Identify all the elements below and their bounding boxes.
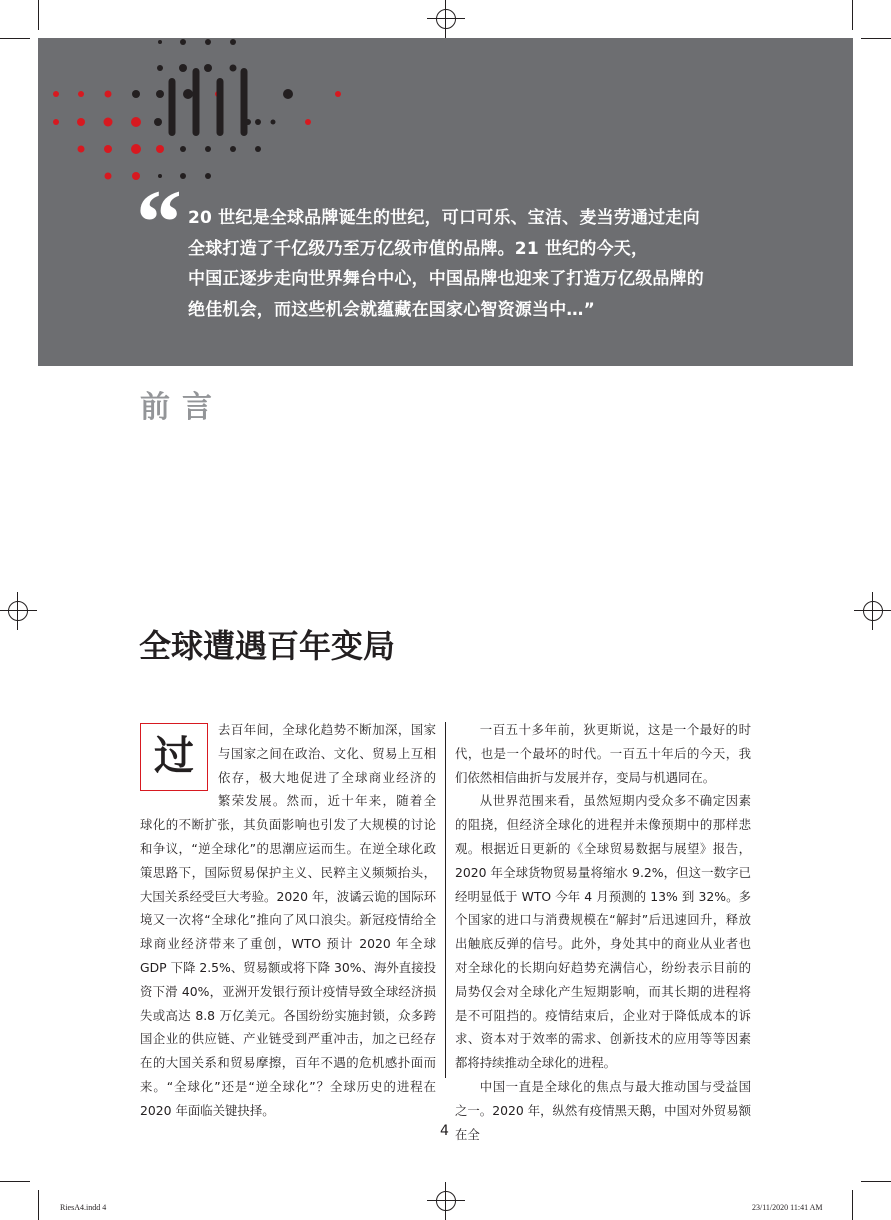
print-slug-file: RiesA4.indd 4 — [60, 1203, 107, 1212]
pattern-dot — [230, 39, 236, 45]
left-column — [140, 718, 436, 1123]
registration-mark-top — [436, 9, 456, 29]
pattern-dot — [183, 89, 193, 99]
pattern-dot — [305, 119, 311, 125]
quote-line: 中国正逐步走向世界舞台中心，中国品牌也迎来了打造万亿级品牌的 — [188, 269, 704, 289]
pattern-bar — [241, 68, 248, 136]
pattern-dot — [230, 65, 237, 72]
open-quote-mark: “ — [136, 171, 182, 273]
pattern-dot — [131, 117, 141, 127]
pattern-dot — [283, 89, 293, 99]
pattern-bar — [217, 78, 224, 136]
quote-line: 20 世纪是全球品牌诞生的世纪，可口可乐、宝洁、麦当劳通过走向 — [188, 208, 700, 228]
section-title: 全球遭遇百年变局 — [139, 627, 396, 665]
preface-heading: 前言 — [140, 390, 224, 425]
crop-mark — [852, 0, 853, 30]
text-line: 繁荣发展。然而，近十年来，随着全 — [218, 793, 436, 809]
pattern-dot — [105, 173, 112, 180]
pattern-dot — [255, 119, 261, 125]
pattern-dot — [157, 65, 163, 71]
body-paragraph: 中国一直是全球化的焦点与最大推动国与受益国之一。2020 年，纵然有疫情黑天鹅，中国对外贸易额在全 — [455, 1078, 751, 1142]
body-paragraph: 球化的不断扩张，其负面影响也引发了大规模的讨论和争议，“逆全球化”的思潮应运而生。在逆全球化政策思路下，国际贸易保护主义、民粹主义频频抬头，大国关系经受巨大考验。2020 年，波谲云诡的国际环境又一次将“全球化”推向了风口浪尖。新冠疫情给全球商业经济带来了重创，WTO 预计 2020 年全球 GDP 下降 2.5%、贸易额或将下降 30%、海外直接投资下滑 40%，亚洲开发银行预计疫情导致全球经济损失或高达 8.8 万亿美元。各国纷纷实施封锁，众多跨国企业的供应链、产业链受到严重冲击，加之已经存在的大国关系和贸易摩擦，百年不遇的危机感扑面而来。“全球化”还是“逆全球化”？全球历史的进程在 2020 年面临关键抉择。 — [140, 817, 436, 1118]
pattern-dot — [205, 146, 211, 152]
pattern-dot — [104, 145, 112, 153]
pattern-dot — [156, 145, 164, 153]
body-paragraph: 从世界范围来看，虽然短期内受众多不确定因素的阻挠，但经济全球化的进程并未像预期中的那样悲观。根据近日更新的《全球贸易数据与展望》报告，2020 年全球货物贸易量将缩水 9.2%，但这一数字已经明显低于 WTO 今年 4 月预测的 13% 到 32%。多个国家的进口与消费规模在“解封”后迅速回升，释放出触底反弹的信号。此外，身处其中的商业从业者也对全球化的长期向好趋势充满信心，纷纷表示目前的局势仅会对全球化产生短期影响，而其长期的进程将是不可阻挡的。疫情结束后，企业对于降低成本的诉求、资本对于效率的需求、创新技术的应用等等因素都将持续推动全球化的进程。 — [455, 793, 751, 1071]
pattern-dot — [205, 39, 211, 45]
pattern-dot — [204, 64, 212, 72]
body-paragraph: 一百五十多年前，狄更斯说，这是一个最好的时代，也是一个最坏的时代。一百五十年后的今天，我们依然相信曲折与发展并存，变局与机遇同在。 — [455, 722, 751, 785]
column-divider — [445, 722, 446, 1078]
crop-mark — [852, 1190, 853, 1220]
registration-mark-left — [8, 601, 28, 621]
pattern-dot — [230, 146, 236, 152]
pattern-dot — [205, 173, 211, 179]
pattern-dot — [78, 91, 84, 97]
crop-mark — [0, 38, 30, 39]
crop-mark — [861, 1181, 891, 1182]
pattern-dot — [104, 118, 113, 127]
pattern-dot — [105, 91, 112, 98]
pattern-dot — [77, 118, 85, 126]
pattern-dot — [255, 146, 261, 152]
pattern-dot — [158, 40, 162, 44]
print-slug-timestamp: 23/11/2020 11:41 AM — [752, 1203, 823, 1212]
pattern-dot — [53, 119, 59, 125]
crop-mark — [0, 1181, 30, 1182]
crop-mark — [38, 1190, 39, 1220]
pattern-dot — [53, 91, 59, 97]
registration-mark-right — [863, 601, 883, 621]
pattern-dot — [335, 91, 341, 97]
crop-mark — [861, 38, 891, 39]
text-line: 与国家之间在政治、文化、贸易上互相 — [218, 745, 436, 761]
pattern-bar — [193, 68, 200, 136]
pattern-dot — [271, 120, 276, 125]
pattern-dot — [180, 146, 186, 152]
crop-mark — [38, 0, 39, 30]
pattern-dot — [179, 64, 187, 72]
pattern-dot — [78, 146, 85, 153]
pattern-dot — [154, 118, 162, 126]
registration-mark-bottom — [436, 1191, 456, 1211]
text-line: 去百年间，全球化趋势不断加深，国家 — [218, 722, 436, 737]
text-line: 依存，极大地促进了全球商业经济的 — [218, 769, 436, 785]
pattern-dot — [180, 39, 186, 45]
quote-line: 绝佳机会，而这些机会就蕴藏在国家心智资源当中…” — [188, 299, 595, 320]
page-number: 4 — [440, 1123, 449, 1139]
banner-quote — [188, 203, 704, 325]
dot-pattern-logo — [38, 38, 378, 198]
pattern-dot — [132, 90, 140, 98]
pattern-dot — [156, 90, 164, 98]
quote-line: 全球打造了千亿级乃至万亿级市值的品牌。21 世纪的今天， — [188, 238, 649, 259]
pattern-dot — [131, 144, 141, 154]
pattern-bar — [169, 78, 176, 136]
right-column — [455, 718, 751, 1146]
drop-cap: 过 — [140, 723, 208, 791]
